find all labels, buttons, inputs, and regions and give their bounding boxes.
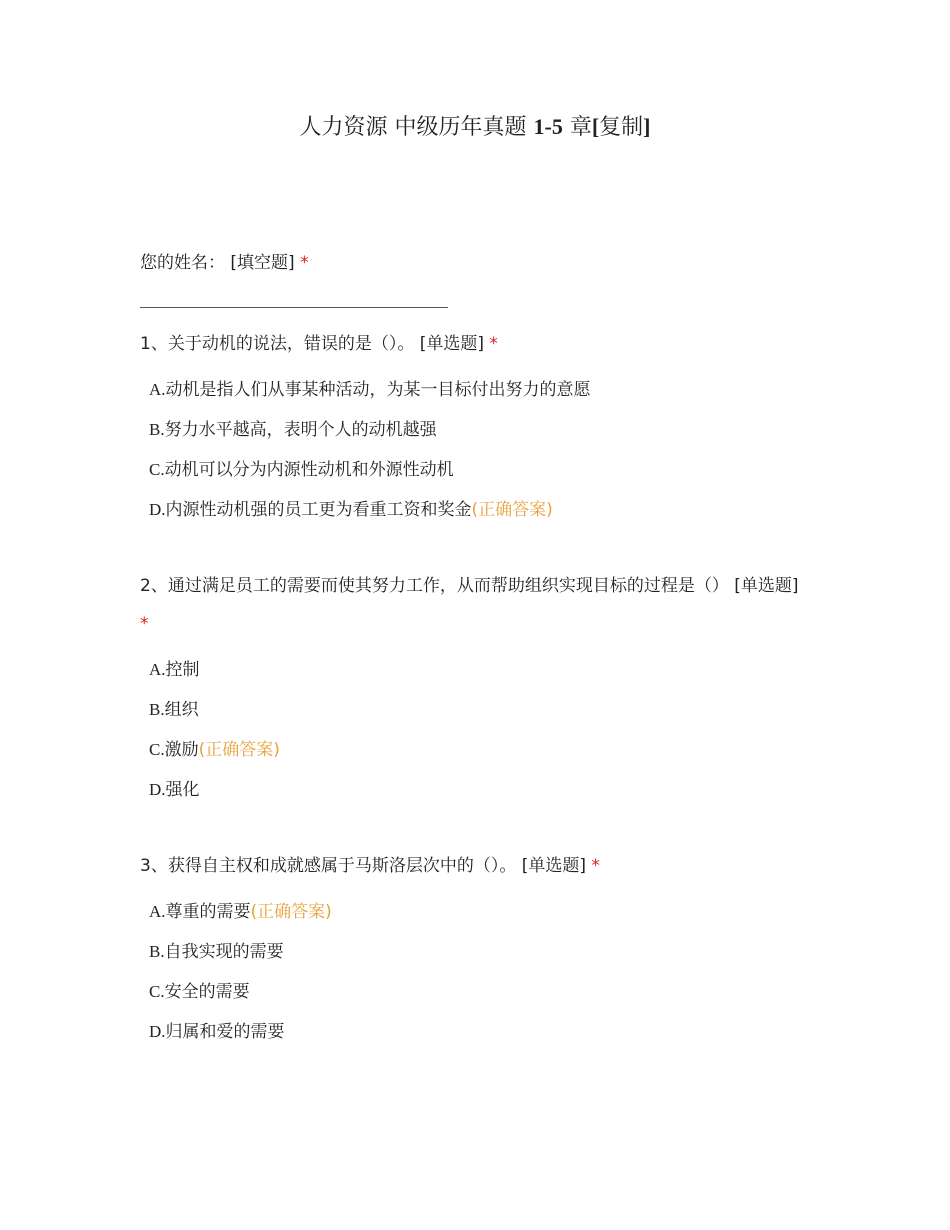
name-question: [140, 244, 800, 282]
option-text: 归属和爱的需要: [165, 1022, 285, 1042]
required-mark: *: [300, 253, 309, 273]
question-text: 2、通过满足员工的需要而使其努力工作，从而帮助组织实现目标的过程是（）: [140, 576, 729, 596]
question-text: 1、关于动机的说法，错误的是（）。: [140, 334, 415, 354]
name-input-line[interactable]: [140, 307, 448, 308]
correct-answer-tag: (正确答案): [198, 740, 280, 760]
question-type: [单选题]: [734, 576, 799, 596]
option-d[interactable]: [149, 490, 591, 530]
option-text: 动机可以分为内源性动机和外源性动机: [164, 460, 454, 480]
option-letter: D.: [149, 500, 166, 519]
option-text: 内源性动机强的员工更为看重工资和奖金: [165, 500, 472, 520]
option-letter: A.: [149, 380, 166, 399]
option-letter: D.: [149, 1022, 166, 1041]
option-a[interactable]: [149, 370, 591, 410]
question-type: [单选题]: [521, 856, 586, 876]
option-letter: A.: [149, 902, 166, 921]
option-c[interactable]: [149, 972, 332, 1012]
option-c[interactable]: [149, 730, 280, 770]
option-d[interactable]: [149, 770, 280, 810]
title-bracket-close: ]: [643, 114, 651, 139]
option-letter: A.: [149, 660, 166, 679]
question-text: 3、获得自主权和成就感属于马斯洛层次中的（）。: [140, 856, 517, 876]
option-text: 动机是指人们从事某种活动，为某一目标付出努力的意愿: [165, 380, 591, 400]
option-text: 控制: [165, 660, 200, 680]
question-3: [140, 847, 800, 885]
correct-answer-tag: (正确答案): [471, 500, 553, 520]
option-letter: D.: [149, 780, 166, 799]
correct-answer-tag: (正确答案): [250, 902, 332, 922]
question-1: [140, 325, 800, 363]
required-mark: *: [140, 614, 149, 634]
option-letter: B.: [149, 420, 165, 439]
option-a[interactable]: [149, 650, 280, 690]
name-question-label: 您的姓名：: [140, 253, 225, 273]
option-letter: B.: [149, 942, 165, 961]
title-bracket-open: [: [591, 114, 600, 139]
option-b[interactable]: [149, 932, 332, 972]
required-mark: *: [489, 334, 498, 354]
option-text: 自我实现的需要: [164, 942, 284, 962]
option-b[interactable]: [149, 690, 280, 730]
option-letter: C.: [149, 740, 165, 759]
question-2-options: [149, 650, 280, 810]
required-mark: *: [591, 856, 600, 876]
question-type: [填空题]: [230, 253, 295, 273]
page-title: [0, 112, 950, 143]
option-text: 努力水平越高，表明个人的动机越强: [164, 420, 437, 440]
option-c[interactable]: [149, 450, 591, 490]
option-letter: B.: [149, 700, 165, 719]
option-text: 安全的需要: [164, 982, 250, 1002]
option-d[interactable]: [149, 1012, 332, 1052]
question-type: [单选题]: [419, 334, 484, 354]
title-copy-word: 复制: [599, 115, 644, 140]
option-text: 组织: [164, 700, 199, 720]
option-text: 尊重的需要: [165, 902, 251, 922]
option-text: 激励: [164, 740, 199, 760]
option-a[interactable]: [149, 892, 332, 932]
question-2: [140, 567, 800, 643]
title-chapter-range: 1-5: [533, 114, 563, 139]
option-b[interactable]: [149, 410, 591, 450]
title-prefix: 人力资源 中级历年真题: [299, 115, 534, 140]
question-3-options: [149, 892, 332, 1052]
option-text: 强化: [165, 780, 200, 800]
title-chapter-word: 章: [562, 115, 592, 140]
option-letter: C.: [149, 982, 165, 1001]
question-1-options: [149, 370, 591, 530]
option-letter: C.: [149, 460, 165, 479]
